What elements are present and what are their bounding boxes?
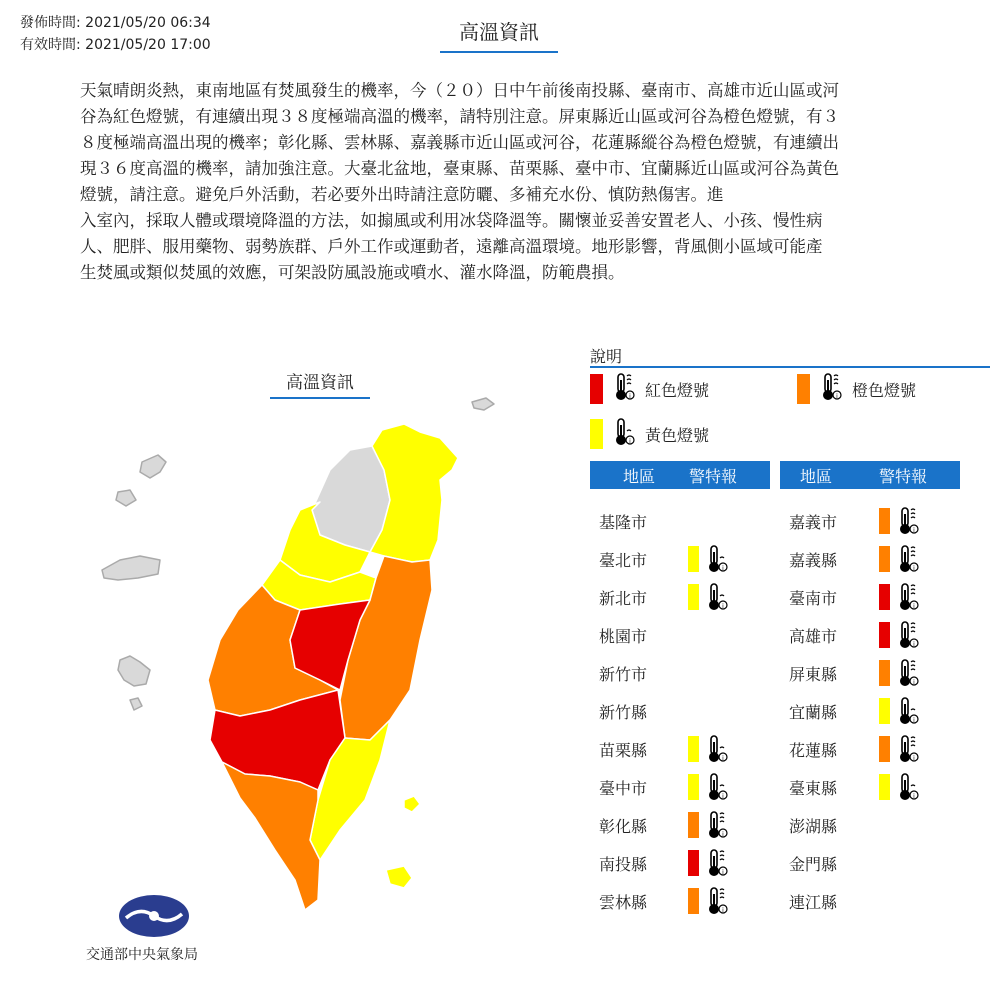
svg-text:i: i — [913, 603, 915, 610]
region-name: 桃園市 — [599, 626, 648, 646]
thermometer-icon — [706, 734, 730, 768]
table-header-left — [590, 461, 770, 489]
thermometer-icon — [613, 417, 637, 451]
thermometer-icon — [897, 696, 921, 730]
col-warning-header: 警特報 — [689, 466, 738, 486]
region-name: 金門縣 — [789, 854, 838, 874]
thermometer-icon — [613, 372, 637, 406]
yellow-warning-swatch — [688, 774, 699, 800]
svg-text:i: i — [722, 793, 724, 800]
thermometer-icon — [897, 658, 921, 692]
penghu-island — [116, 490, 136, 506]
orange-warning-swatch — [879, 546, 890, 572]
orange-swatch — [797, 374, 810, 404]
yellow-swatch — [590, 419, 603, 449]
orange-warning-swatch — [688, 888, 699, 914]
valid-time: 2021/05/20 17:00 — [85, 37, 211, 53]
thermometer-icon — [897, 734, 921, 768]
thermometer-icon — [897, 506, 921, 540]
time-info — [20, 12, 211, 56]
red-warning-swatch — [879, 584, 890, 610]
valid-label: 有效時間: — [20, 37, 81, 53]
red-warning-swatch — [879, 622, 890, 648]
guishan-island — [472, 398, 494, 410]
table-row — [780, 768, 960, 806]
svg-text:i: i — [722, 565, 724, 572]
svg-text:i: i — [913, 565, 915, 572]
region-name: 雲林縣 — [599, 892, 648, 912]
thermometer-icon — [706, 582, 730, 616]
table-row — [780, 692, 960, 730]
table-row — [780, 616, 960, 654]
table-row — [780, 806, 960, 844]
yellow-warning-swatch — [879, 774, 890, 800]
thermometer-icon — [706, 772, 730, 806]
svg-text:i: i — [722, 755, 724, 762]
region-name: 苗栗縣 — [599, 740, 648, 760]
region-name: 新北市 — [599, 588, 648, 608]
region-name: 臺東縣 — [789, 778, 838, 798]
thermometer-icon — [706, 810, 730, 844]
svg-text:i: i — [913, 755, 915, 762]
table-row — [780, 882, 960, 920]
svg-text:i: i — [722, 603, 724, 610]
svg-text:i: i — [722, 907, 724, 914]
table-row — [780, 540, 960, 578]
region-name: 花蓮縣 — [789, 740, 838, 760]
table-row — [590, 616, 770, 654]
svg-text:i: i — [913, 527, 915, 534]
map-title: 高溫資訊 — [270, 368, 370, 399]
region-name: 屏東縣 — [789, 664, 838, 684]
description-line: 谷為紅色燈號，有連續出現３８度極端高溫的機率，請特別注意。屏東縣近山區或河谷為橙色燈號，有３ — [80, 107, 839, 126]
table-row — [590, 502, 770, 540]
region-name: 連江縣 — [789, 892, 838, 912]
description-line: 人、肥胖、服用藥物、弱勢族群、戶外工作或運動者，遠離高溫環境。地形影響，背風側小區域可能產 — [80, 237, 823, 256]
region-name: 臺北市 — [599, 550, 648, 570]
agency-name: 交通部中央氣象局 — [86, 947, 198, 963]
orange-warning-swatch — [879, 508, 890, 534]
table-row — [590, 578, 770, 616]
region-name: 新竹縣 — [599, 702, 648, 722]
valid-time-row — [20, 34, 211, 56]
col-region-header: 地區 — [800, 466, 833, 486]
region-name: 彰化縣 — [599, 816, 648, 836]
thermometer-icon — [820, 372, 844, 406]
issued-time-row — [20, 12, 211, 34]
table-row — [590, 806, 770, 844]
region-name: 臺中市 — [599, 778, 648, 798]
issued-time: 2021/05/20 06:34 — [85, 15, 211, 31]
table-row — [590, 540, 770, 578]
description-line: 入室內，採取人體或環境降溫的方法，如搧風或利用冰袋降溫等。關懷並妥善安置老人、小孩、慢性病 — [80, 211, 823, 230]
legend-label-yellow: 黃色燈號 — [645, 425, 710, 445]
thermometer-icon — [897, 582, 921, 616]
svg-text:i: i — [913, 679, 915, 686]
region-name: 嘉義市 — [789, 512, 838, 532]
yellow-warning-swatch — [688, 546, 699, 572]
penghu-island — [140, 455, 166, 478]
cwb-logo — [118, 894, 190, 938]
table-row — [780, 578, 960, 616]
col-warning-header: 警特報 — [879, 466, 928, 486]
region-name: 嘉義縣 — [789, 550, 838, 570]
table-row — [590, 768, 770, 806]
table-row — [780, 502, 960, 540]
thermometer-icon — [706, 886, 730, 920]
region-name: 新竹市 — [599, 664, 648, 684]
region-name: 臺南市 — [789, 588, 838, 608]
thermometer-icon — [897, 620, 921, 654]
legend-label-red: 紅色燈號 — [645, 380, 710, 400]
svg-text:i: i — [913, 717, 915, 724]
table-row — [780, 654, 960, 692]
svg-text:i: i — [722, 869, 724, 876]
table-row — [590, 654, 770, 692]
legend-divider — [590, 366, 990, 368]
orange-warning-swatch — [879, 660, 890, 686]
page-title: 高溫資訊 — [440, 16, 558, 53]
red-warning-swatch — [688, 850, 699, 876]
svg-text:i: i — [836, 393, 838, 400]
description-line: 天氣晴朗炎熱，東南地區有焚風發生的機率，今（２０）日中午前後南投縣、臺南市、高雄市近山區或河 — [80, 81, 839, 100]
table-row — [590, 844, 770, 882]
yellow-warning-swatch — [879, 698, 890, 724]
svg-text:i: i — [913, 641, 915, 648]
orange-warning-swatch — [688, 812, 699, 838]
description-text — [80, 78, 920, 286]
col-region-header: 地區 — [623, 466, 656, 486]
description-line: 現３６度高溫的機率，請加強注意。大臺北盆地，臺東縣、苗栗縣、臺中市、宜蘭縣近山區或河谷為黃色 — [80, 159, 839, 178]
region-pingtung — [222, 762, 320, 910]
thermometer-icon — [706, 848, 730, 882]
orchid-island — [386, 866, 412, 888]
yellow-warning-swatch — [688, 736, 699, 762]
issued-label: 發佈時間: — [20, 15, 81, 31]
description-line: 生焚風或類似焚風的效應，可架設防風設施或噴水、灌水降溫，防範農損。 — [80, 263, 625, 282]
penghu-island — [118, 656, 150, 686]
orange-warning-swatch — [879, 736, 890, 762]
svg-text:i: i — [913, 793, 915, 800]
table-row — [780, 730, 960, 768]
yellow-warning-swatch — [688, 584, 699, 610]
svg-text:i: i — [722, 831, 724, 838]
region-name: 基隆市 — [599, 512, 648, 532]
region-name: 澎湖縣 — [789, 816, 838, 836]
region-name: 高雄市 — [789, 626, 838, 646]
thermometer-icon — [706, 544, 730, 578]
region-name: 宜蘭縣 — [789, 702, 838, 722]
legend-item-yellow — [590, 417, 709, 451]
green-island — [404, 796, 420, 812]
region-name: 南投縣 — [599, 854, 648, 874]
table-header-right — [780, 461, 960, 489]
table-row — [590, 882, 770, 920]
table-row — [590, 730, 770, 768]
legend-item-red — [590, 372, 709, 406]
taiwan-map — [90, 390, 510, 930]
description-line: 燈號，請注意。避免戶外活動，若必要外出時請注意防曬、多補充水份、慎防熱傷害。進 — [80, 185, 724, 204]
penghu-island — [102, 556, 160, 580]
thermometer-icon — [897, 772, 921, 806]
svg-text:i: i — [629, 438, 631, 445]
table-row — [780, 844, 960, 882]
svg-text:i: i — [629, 393, 631, 400]
thermometer-icon — [897, 544, 921, 578]
penghu-island — [130, 698, 142, 710]
legend-title: 說明 — [590, 347, 623, 366]
table-row — [590, 692, 770, 730]
legend-item-orange — [797, 372, 916, 406]
red-swatch — [590, 374, 603, 404]
legend-label-orange: 橙色燈號 — [852, 380, 917, 400]
description-line: ８度極端高溫出現的機率；彰化縣、雲林縣、嘉義縣市近山區或河谷，花蓮縣縱谷為橙色燈號，有連續出 — [80, 133, 839, 152]
